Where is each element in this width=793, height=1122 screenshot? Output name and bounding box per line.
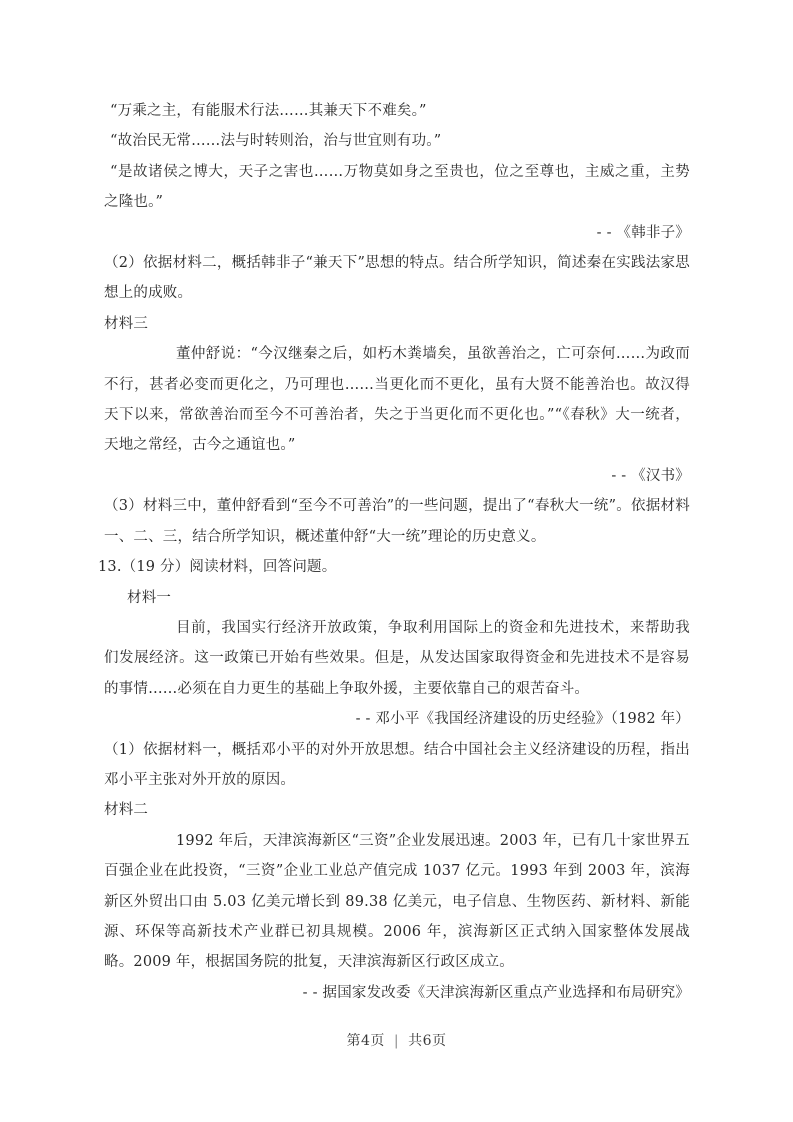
material-1-text: 目前，我国实行经济开放政策，争取利用国际上的资金和先进技术，来帮助我们发展经济。这一政策已开始有些效果。但是，从发达国家取得资金和先进技术不是容易的事情……必须在自力更生的基础上争取外援，主要依靠自己的艰苦奋斗。 [104, 619, 690, 697]
material-2-label: 材料二 [104, 802, 149, 819]
material2-quote-line-2: “故治民无常……法与时转则治，治与世宜则有功。” [110, 133, 442, 150]
footer-separator: | [393, 1033, 400, 1049]
material-2-text: 1992 年后，天津滨海新区“三资”企业发展迅速。2003 年，已有几十家世界五百强企业在此投资，“三资”企业工业总产值完成 1037 亿元。1993 年到 2003 年，滨海新区外贸出口由 5.03 亿美元增长到 89.38 亿美元，电子信息、生物医药、新材料、新能源、环保等高新技术产业群已初具规模。2006 年，滨海新区正式纳入国家整体发展战略。2009 年，根据国务院的批复，天津滨海新区行政区成立。 [104, 832, 690, 971]
page-total: 共6页 [408, 1033, 447, 1049]
question-13-part-1: （1）依据材料一，概括邓小平的对外开放思想。结合中国社会主义经济建设的历程，指出邓小平主张对外开放的原因。 [104, 741, 690, 788]
source-attribution-hanshu: - - 《汉书》 [611, 467, 690, 484]
material-1-label: 材料一 [127, 589, 172, 606]
source-attribution-dengxiaoping: - - 邓小平《我国经济建设的历史经验》（1982 年） [355, 711, 690, 728]
question-13-heading: 13.（19 分）阅读材料，回答问题。 [98, 559, 337, 576]
material-3-label: 材料三 [104, 315, 149, 332]
source-attribution-hanfeizi: - - 《韩非子》 [596, 224, 690, 241]
material2-quote-line-3: “是故诸侯之博大，天子之害也……万物莫如身之至贵也，位之至尊也，主威之重，主势之隆也。” [104, 163, 690, 211]
question-12-part-2: （2）依据材料二，概括韩非子“兼天下”思想的特点。结合所学知识，简述秦在实践法家思想上的成败。 [104, 255, 690, 302]
source-attribution-fagaiwei: - - 据国家发改委《天津滨海新区重点产业选择和布局研究》 [302, 984, 690, 1001]
page-number: 第4页 [346, 1033, 385, 1049]
question-12-part-3: （3）材料三中，董仲舒看到“至今不可善治”的一些问题，提出了“春秋大一统”。依据材料一、二、三，结合所学知识，概述董仲舒“大一统”理论的历史意义。 [104, 498, 690, 545]
page-footer [0, 1030, 793, 1052]
page-content [98, 96, 690, 1008]
material-3-text: 董仲舒说：“今汉继秦之后，如朽木粪墙矣，虽欲善治之，亡可奈何……为政而不行，甚者必变而更化之，乃可理也……当更化而不更化，虽有大贤不能善治也。故汉得天下以来，常欲善治而至今不可善治者，失之于当更化而不更化也。”“《春秋》大一统者，天地之常经，古今之通谊也。” [104, 346, 690, 454]
material2-quote-line-1: “万乘之主，有能服术行法……其兼天下不难矣。” [110, 103, 427, 119]
